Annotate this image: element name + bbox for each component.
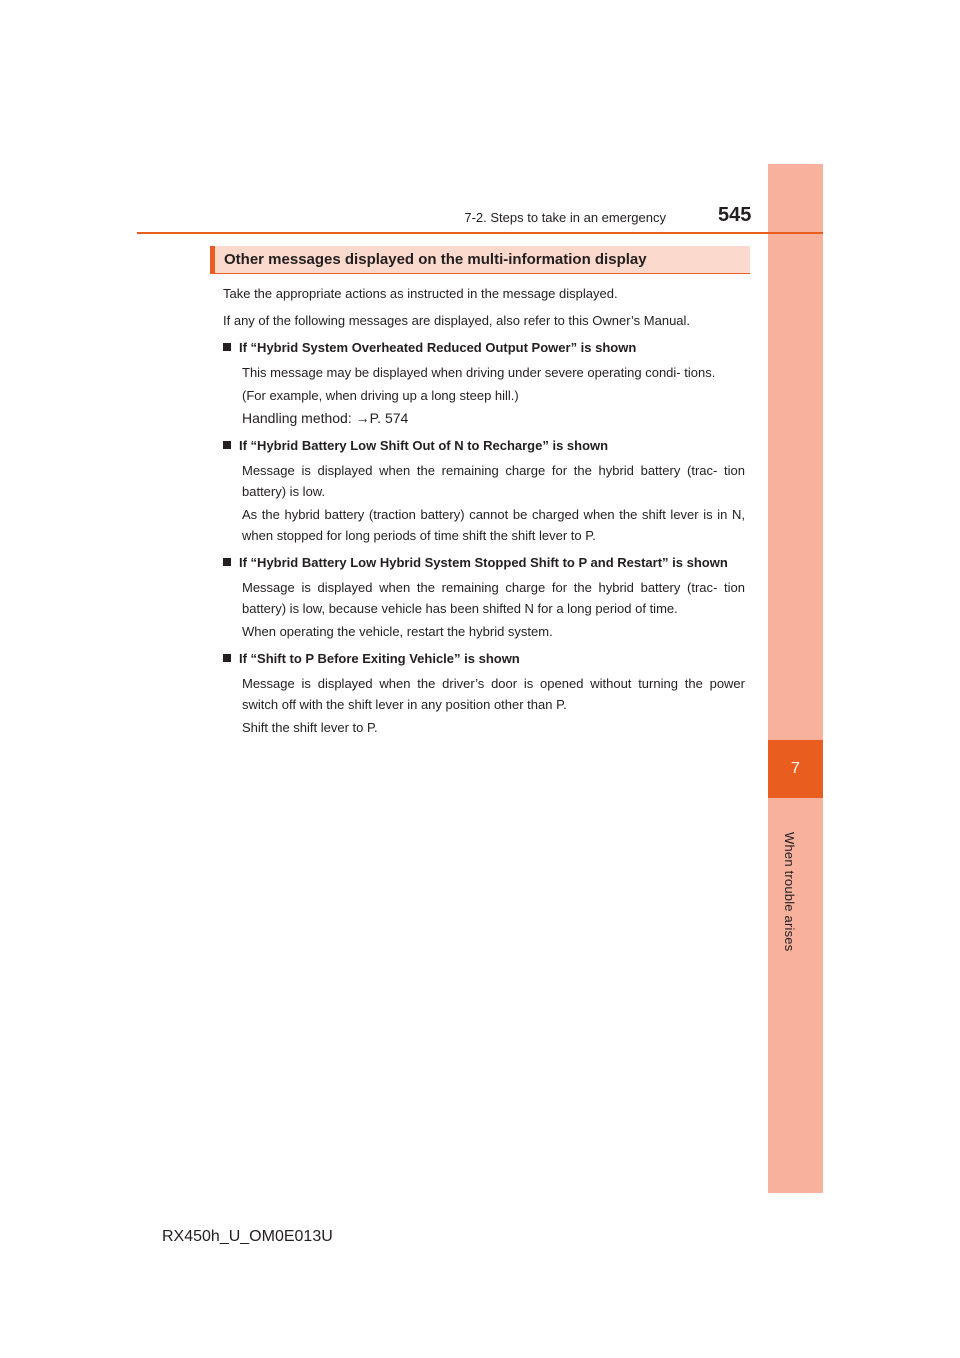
section-header: 7-2. Steps to take in an emergency: [464, 210, 666, 225]
square-bullet-icon: [223, 343, 231, 351]
message-heading: [223, 435, 745, 456]
chapter-side-tab: [768, 164, 823, 1193]
square-bullet-icon: [223, 654, 231, 662]
message-body: [242, 362, 745, 429]
message-item: [223, 337, 745, 429]
message-body: [242, 673, 745, 738]
message-line: Message is displayed when the remaining charge for the hybrid battery (trac- tion battery) is low, because vehicle has been shifted N for a long period of time.: [242, 580, 745, 616]
page-number: 545: [718, 204, 752, 226]
section-title-bar: [210, 246, 750, 274]
message-item: [223, 435, 745, 546]
message-line: As the hybrid battery (traction battery) cannot be charged when the shift lever is in N, when stopped for long periods of time shift the shift lever to P.: [242, 507, 745, 543]
manual-code-footer: RX450h_U_OM0E013U: [162, 1228, 333, 1245]
message-heading: [223, 552, 745, 573]
page-body: [223, 283, 745, 744]
message-heading: [223, 337, 745, 358]
message-body: [242, 460, 745, 546]
message-heading-text: If “Shift to P Before Exiting Vehicle” is shown: [239, 651, 520, 666]
message-heading-text: If “Hybrid Battery Low Hybrid System Stopped Shift to P and Restart” is shown: [239, 555, 728, 570]
message-heading-text: If “Hybrid Battery Low Shift Out of N to Recharge” is shown: [239, 438, 609, 453]
section-title: Other messages displayed on the multi-information display: [224, 251, 647, 268]
message-line: This message may be displayed when driving under severe operating condi- tions.: [242, 365, 716, 380]
message-line: (For example, when driving up a long steep hill.): [242, 388, 519, 403]
intro-paragraph: Take the appropriate actions as instructed in the message displayed.: [223, 286, 618, 301]
square-bullet-icon: [223, 441, 231, 449]
page-reference: Handling method: →P. 574: [242, 410, 409, 426]
intro-paragraph: If any of the following messages are displayed, also refer to this Owner’s Manual.: [223, 313, 691, 328]
square-bullet-icon: [223, 558, 231, 566]
chapter-number: 7: [768, 740, 823, 798]
chapter-label: When trouble arises: [782, 832, 797, 952]
message-heading-text: If “Hybrid System Overheated Reduced Output Power” is shown: [239, 340, 637, 355]
message-item: [223, 552, 745, 642]
message-body: [242, 577, 745, 642]
message-line: When operating the vehicle, restart the hybrid system.: [242, 624, 553, 639]
message-heading: [223, 648, 745, 669]
message-line: Shift the shift lever to P.: [242, 720, 378, 735]
message-line: Message is displayed when the remaining charge for the hybrid battery (trac- tion battery) is low.: [242, 463, 745, 499]
message-item: [223, 648, 745, 738]
header-divider: [137, 232, 823, 234]
message-line: Message is displayed when the driver’s door is opened without turning the power switch off with the shift lever in any position other than P.: [242, 676, 745, 712]
